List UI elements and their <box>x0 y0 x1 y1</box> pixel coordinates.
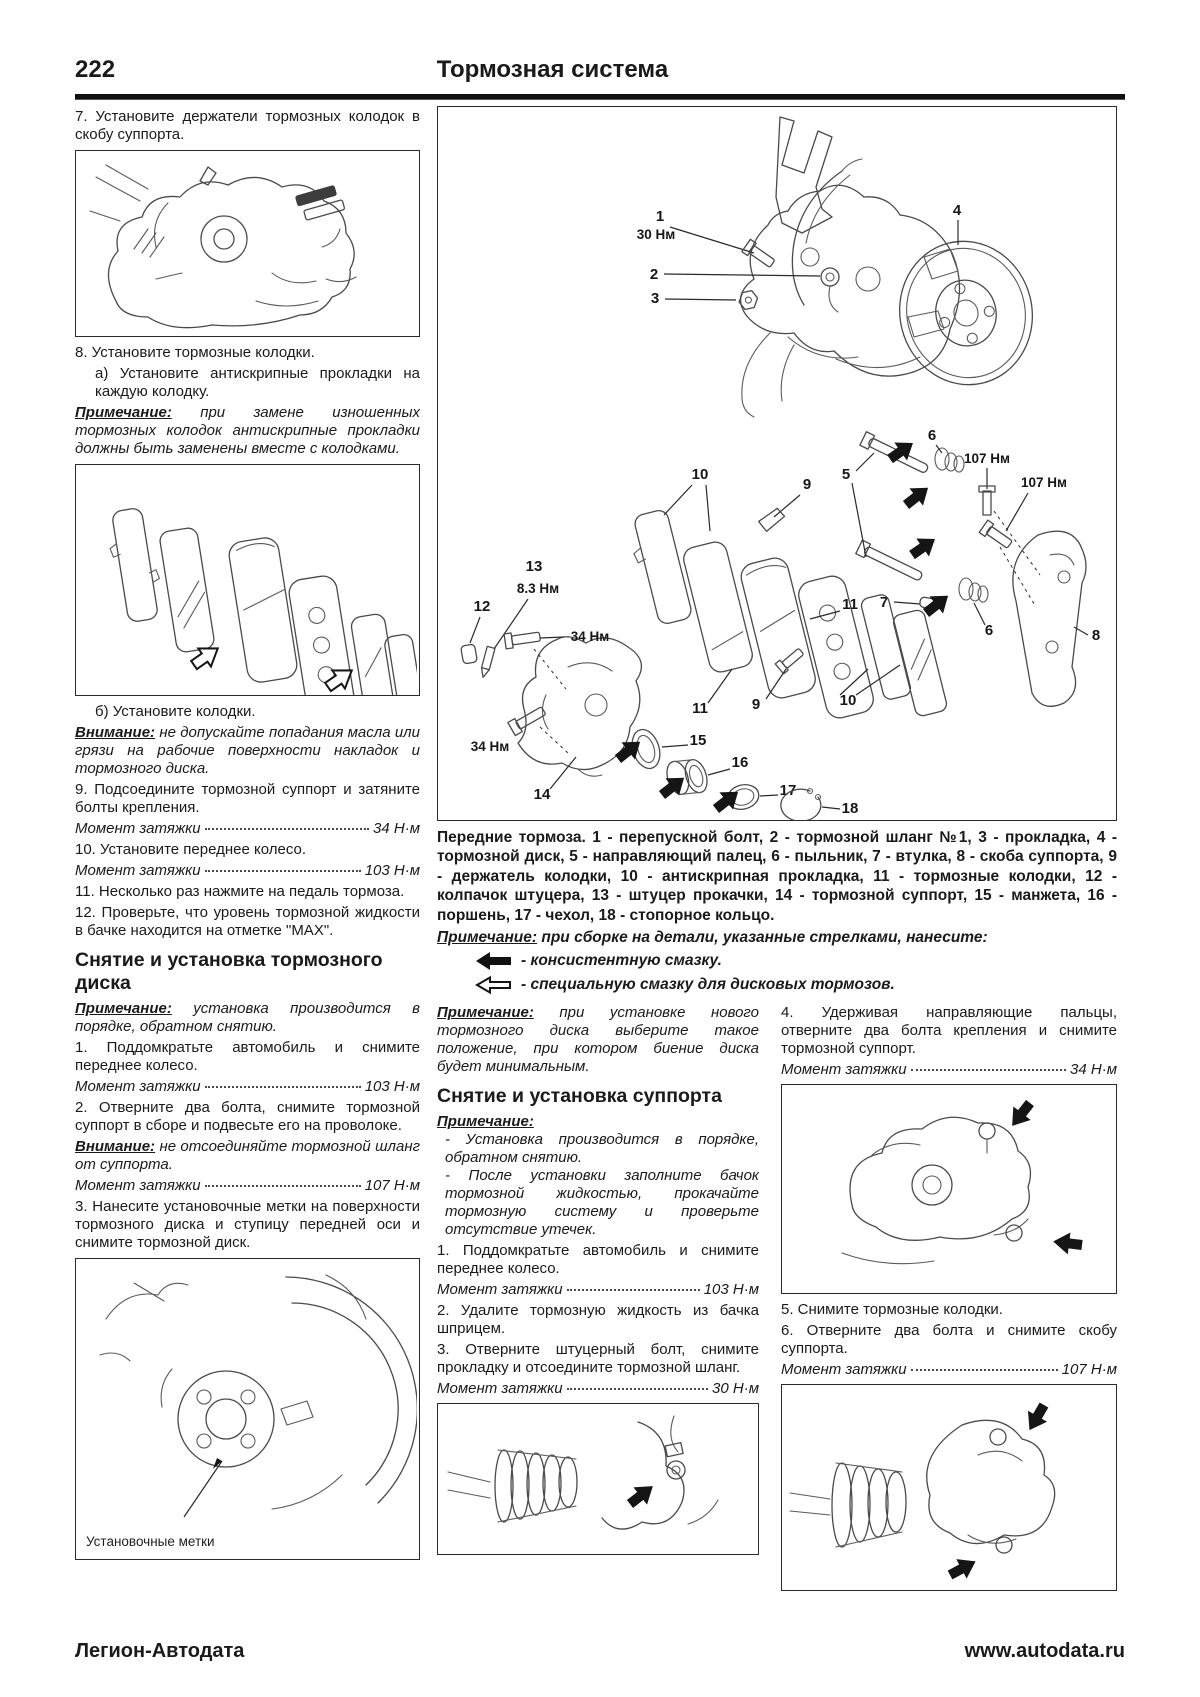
grease-arrow-icon <box>623 1478 659 1513</box>
part-callout: 18 <box>841 800 859 817</box>
part-callout: 11 <box>842 596 858 613</box>
part-callout: 6 <box>927 427 937 444</box>
part-callout: 17 <box>779 782 797 799</box>
disc-step-3: 3. Нанесите установочные метки на поверхности тормозного диска и ступицу передней оси и снимите тормозной диск. <box>75 1198 420 1251</box>
warning-1: Внимание: не допускайте попадания масла или грязи на рабочие поверхности накладок и тормозного диска. <box>75 724 420 777</box>
torque-line: Момент затяжки 107 Н·м <box>75 1177 420 1194</box>
part-callout: 13 <box>525 558 543 575</box>
hose-bolt-sketch <box>438 1404 756 1554</box>
publisher-footer: Легион-Автодата <box>75 1640 245 1662</box>
part-callout: 11 <box>692 700 708 717</box>
header-rule <box>75 94 1125 100</box>
remove-bolt-arrow-icon <box>1052 1231 1083 1256</box>
grease-arrow-icon <box>884 434 920 468</box>
caliper-install-sketch <box>76 151 417 336</box>
section-heading-disc: Снятие и установка тормозного диска <box>75 949 383 994</box>
torque-line: Момент затяжки 30 Н·м <box>437 1380 759 1398</box>
caliper-step-5: 5. Снимите тормозные колодки. <box>781 1301 1003 1319</box>
diagram-caption: Передние тормоза. 1 - перепускной болт, 2 - тормозной шланг №1, 3 - прокладка, 4 - тормозной диск, 5 - направляющий палец, 6 - пыльник, 7 - втулка, 8 - скоба суппорта, 9 - держатель колодки, 10 - антискрипная прокладка, 11 - тормозные колодки, 12 - колпачок штуцера, 13 - штуцер прокачки, 14 - тормозной суппорт, 15 - манжета, 16 - поршень, 17 - чехол, 18 - стопорное кольцо. <box>437 829 1117 924</box>
part-callout: 4 <box>952 202 962 219</box>
part-callout: 2 <box>649 266 659 283</box>
legend-grease-outline: - специальную смазку для дисковых тормозов. <box>437 975 1117 995</box>
step-9: 9. Подсоедините тормозной суппорт и затяните болты крепления. <box>75 781 420 816</box>
part-callout: 3 <box>650 290 660 307</box>
step-7: 7. Установите держатели тормозных колодок в скобу суппорта. <box>75 108 420 143</box>
caliper-step-1: 1. Поддомкратьте автомобиль и снимите переднее колесо. <box>437 1242 759 1278</box>
remove-bolt-arrow-icon <box>945 1552 981 1585</box>
brake-pads-sketch <box>76 465 417 695</box>
step-8: 8. Установите тормозные колодки. <box>75 344 315 361</box>
website-footer: www.autodata.ru <box>964 1640 1125 1662</box>
step-12: 12. Проверьте, что уровень тормозной жидкости в бачке находится на отметке "MAX". <box>75 904 420 939</box>
torque-callout: 34 Нм <box>470 739 510 754</box>
remove-bolt-arrow-icon <box>1003 1097 1038 1133</box>
left-column <box>75 108 420 1567</box>
bracket-bolts-sketch <box>782 1385 1114 1590</box>
figure-bracket-bolts <box>781 1384 1117 1591</box>
torque-line: Момент затяжки 34 Н·м <box>781 1061 1117 1079</box>
part-callout: 5 <box>841 466 851 483</box>
figure-front-brakes-exploded <box>437 106 1117 821</box>
torque-callout: 30 Нм <box>636 227 676 242</box>
part-callout: 9 <box>751 696 761 713</box>
part-callout: 15 <box>689 732 707 749</box>
caliper-step-4: 4. Удерживая направляющие пальцы, отверните два болта крепления и снимите тормозной суппорт. <box>781 1004 1117 1058</box>
step-10: 10. Установите переднее колесо. <box>75 841 306 858</box>
torque-line: Момент затяжки 34 Н·м <box>75 820 420 837</box>
remove-bolt-arrow-icon <box>1020 1400 1054 1436</box>
torque-callout: 107 Нм <box>963 451 1011 466</box>
page-title: Тормозная система <box>436 56 669 83</box>
part-callout: 8 <box>1091 627 1101 644</box>
part-callout: 12 <box>473 598 491 615</box>
caliper-step-6: 6. Отверните два болта и снимите скобу суппорта. <box>781 1322 1117 1358</box>
setting-marks-label: Установочные метки <box>86 1534 215 1549</box>
torque-callout: 107 Нм <box>1020 475 1068 490</box>
grease-arrow-icon <box>709 783 745 818</box>
setting-marks-sketch <box>76 1259 417 1559</box>
figure-caliper-install <box>75 150 420 337</box>
warning-2: Внимание: не отсоединяйте тормозной шланг от суппорта. <box>75 1138 421 1173</box>
figure-setting-marks <box>75 1258 420 1560</box>
grease-arrow-icon <box>611 733 647 768</box>
figure-caliper-bolts <box>781 1084 1117 1294</box>
torque-line: Момент затяжки 103 Н·м <box>75 1078 420 1095</box>
part-callout: 10 <box>839 692 857 709</box>
torque-line: Момент затяжки 103 Н·м <box>75 862 420 879</box>
diagram-note: Примечание: при сборке на детали, указанные стрелками, нанесите: <box>437 928 988 946</box>
note-caliper-item: - Установка производится в порядке, обратном снятию. <box>445 1131 759 1167</box>
right-column <box>781 1004 1117 1598</box>
section-heading-caliper: Снятие и установка суппорта <box>437 1085 722 1108</box>
note-new-disc: Примечание: при установке нового тормозного диска выберите такое положение, при котором биение диска будет минимальным. <box>437 1004 760 1076</box>
part-callout: 6 <box>984 622 994 639</box>
torque-line: Момент затяжки 107 Н·м <box>781 1361 1117 1379</box>
caliper-bolts-sketch <box>782 1085 1114 1293</box>
page-number: 222 <box>75 56 116 83</box>
outline-arrow-icon <box>475 975 511 995</box>
legend-grease-solid: - консистентную смазку. <box>437 951 1117 971</box>
step-8b: б) Установите колодки. <box>95 703 256 720</box>
torque-callout: 8.3 Нм <box>516 581 560 596</box>
part-callout: 7 <box>879 594 889 611</box>
note-caliper-label: Примечание: <box>437 1113 534 1131</box>
right-region <box>437 106 1117 1598</box>
note-pads: Примечание: при замене изношенных тормозных колодок антискрипные прокладки должны быть заменены вместе с колодками. <box>75 404 420 457</box>
caliper-step-2: 2. Удалите тормозную жидкость из бачка шприцем. <box>437 1302 759 1338</box>
disc-step-1: 1. Поддомкратьте автомобиль и снимите переднее колесо. <box>75 1039 420 1074</box>
grease-arrow-icon <box>188 639 224 674</box>
disc-step-2: 2. Отверните два болта, снимите тормозной суппорт в сборе и подвесьте его на проволоке. <box>75 1099 420 1134</box>
torque-callout: 34 Нм <box>570 629 610 644</box>
note-disc: Примечание: установка производится в порядке, обратном снятию. <box>75 1000 420 1035</box>
step-11: 11. Несколько раз нажмите на педаль тормоза. <box>75 883 405 900</box>
part-callout: 10 <box>691 466 709 483</box>
figure-brake-pads <box>75 464 420 696</box>
grease-arrow-icon <box>906 530 942 564</box>
solid-arrow-icon <box>475 951 511 971</box>
step-8a: а) Установите антискрипные прокладки на каждую колодку. <box>95 365 420 400</box>
part-callout: 1 <box>655 208 665 225</box>
part-callout: 16 <box>731 754 749 771</box>
part-callout: 9 <box>802 476 812 493</box>
grease-arrow-icon <box>899 479 935 514</box>
part-callout: 14 <box>533 786 551 803</box>
note-caliper-item: - После установки заполните бачок тормозной жидкостью, прокачайте тормозную систему и проверьте отсутствие утечек. <box>445 1167 759 1239</box>
torque-line: Момент затяжки 103 Н·м <box>437 1281 759 1299</box>
front-brakes-exploded-sketch <box>438 107 1114 820</box>
middle-column <box>437 1004 759 1598</box>
caliper-step-3: 3. Отверните штуцерный болт, снимите прокладку и отсоедините тормозной шланг. <box>437 1341 759 1377</box>
figure-hose-bolt <box>437 1403 759 1555</box>
